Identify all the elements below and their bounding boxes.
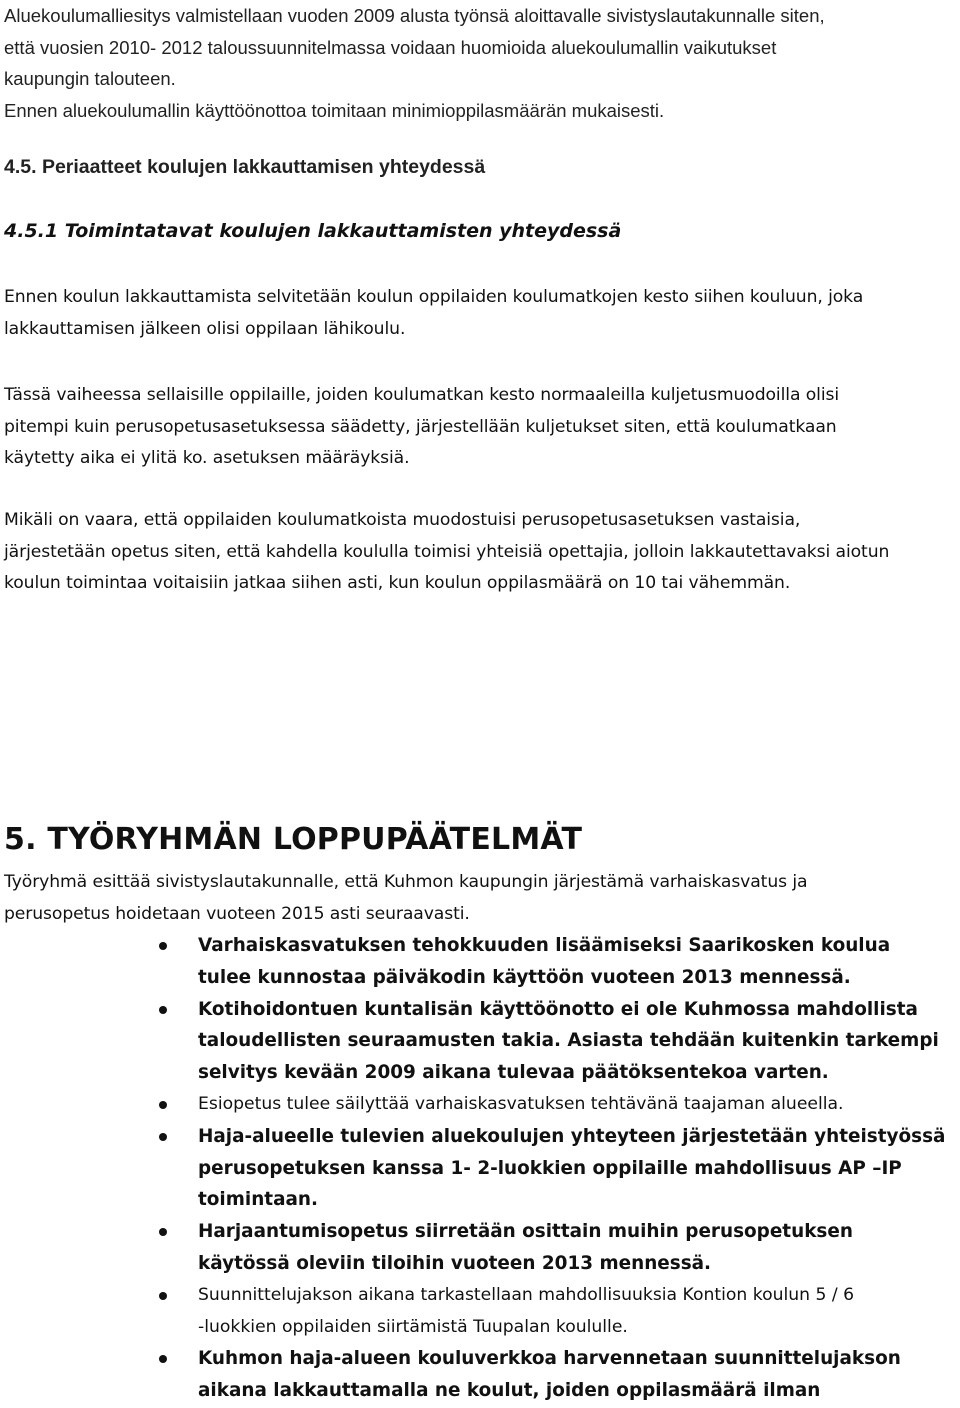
list-item-line: Kotihoidontuen kuntalisän käyttöönotto ei ole Kuhmossa mahdollista: [198, 998, 918, 1020]
bullet-icon: [159, 1006, 167, 1014]
list-item-line: tulee kunnostaa päiväkodin käyttöön vuoteen 2013 mennessä.: [198, 966, 851, 988]
list-item-line: taloudellisten seuraamusten takia. Asiasta tehdään kuitenkin tarkempi: [198, 1030, 939, 1052]
section-heading-5: 5. TYÖRYHMÄN LOPPUPÄÄTELMÄT: [4, 822, 583, 857]
bullet-icon: [159, 1101, 167, 1109]
paragraph-line: Mikäli on vaara, että oppilaiden koulumatkoista muodostuisi perusopetusasetuksen vastaisia,: [4, 510, 801, 530]
intro-text: [4, 0, 956, 126]
list-item-line: Esiopetus tulee säilyttää varhaiskasvatuksen tehtävänä taajaman alueella.: [198, 1093, 844, 1114]
list-item: [0, 994, 960, 1089]
paragraph: [4, 505, 960, 600]
list-item: [0, 1089, 960, 1121]
list-item-line: -luokkien oppilaiden siirtämistä Tuupalan koululle.: [198, 1316, 628, 1337]
paragraph-line: Ennen koulun lakkauttamista selvitetään koulun oppilaiden koulumatkojen kesto siihen kouluun, joka: [4, 287, 864, 307]
list-item-line: selvitys kevään 2009 aikana tulevaa päätöksentekoa varten.: [198, 1062, 829, 1084]
paragraph-line: käytetty aika ei ylitä ko. asetuksen määräyksiä.: [4, 448, 410, 468]
list-item-line: Suunnittelujakson aikana tarkastellaan mahdollisuuksia Kontion koulun 5 / 6: [198, 1284, 855, 1305]
intro-line: kaupungin talouteen.: [4, 68, 176, 89]
list-item-line: toimintaan.: [198, 1189, 318, 1211]
section-heading-4-5: 4.5. Periaatteet koulujen lakkauttamisen yhteydessä: [4, 156, 486, 178]
intro-line: Ennen aluekoulumallin käyttöönottoa toimitaan minimioppilasmäärän mukaisesti.: [4, 99, 665, 121]
list-item-line: Varhaiskasvatuksen tehokkuuden lisäämiseksi Saarikosken koulua: [198, 935, 891, 956]
intro-line: että vuosien 2010- 2012 taloussuunnitelmassa voidaan huomioida aluekoulumallin vaikutukset: [4, 36, 777, 58]
paragraph-line: Työryhmä esittää sivistyslautakunnalle, että Kuhmon kaupungin järjestämä varhaiskasvatus ja: [4, 872, 808, 892]
list-item-line: Haja-alueelle tulevien aluekoulujen yhteyteen järjestetään yhteistyössä: [198, 1125, 946, 1147]
paragraph-line: järjestetään opetus siten, että kahdella koululla toimisi yhteisiä opettajia, jolloin lakkautettavaksi aiotun: [4, 541, 890, 562]
list-item-line: perusopetuksen kanssa 1- 2-luokkien oppilaille mahdollisuus AP –IP: [198, 1157, 902, 1179]
paragraph: [4, 282, 960, 345]
section-heading-4-5-1: 4.5.1 Toimintatavat koulujen lakkauttamisten yhteydessä: [4, 220, 622, 242]
bullet-icon: [159, 942, 167, 950]
list-item-line: Kuhmon haja-alueen kouluverkkoa harvennetaan suunnittelujakson: [198, 1348, 901, 1370]
paragraph: [4, 867, 960, 930]
paragraph-line: koulun toimintaa voitaisiin jatkaa siihen asti, kun koulun oppilasmäärä on 10 tai vähemmän.: [4, 573, 791, 593]
list-item: [0, 1343, 960, 1407]
list-item-line: aikana lakkauttamalla ne koulut, joiden oppilasmäärä ilman: [198, 1380, 821, 1402]
paragraph: [4, 380, 960, 475]
conclusions-list: [0, 930, 960, 1407]
list-item-line: Harjaantumisopetus siirretään osittain muihin perusopetuksen: [198, 1221, 853, 1243]
paragraph-line: Tässä vaiheessa sellaisille oppilaille, joiden koulumatkan kesto normaaleilla kuljetusmuodoilla olisi: [4, 385, 840, 405]
list-item: [0, 1280, 960, 1344]
intro-line: Aluekoulumalliesitys valmistellaan vuoden 2009 alusta työnsä aloittavalle sivistyslautakunnalle siten,: [4, 5, 825, 26]
list-item: [0, 930, 960, 994]
list-item: [0, 1121, 960, 1216]
paragraph-line: lakkauttamisen jälkeen olisi oppilaan lähikoulu.: [4, 318, 406, 339]
list-item-line: käytössä oleviin tiloihin vuoteen 2013 mennessä.: [198, 1252, 712, 1274]
bullet-icon: [159, 1133, 167, 1141]
bullet-icon: [159, 1228, 167, 1236]
paragraph-line: pitempi kuin perusopetusasetuksessa säädetty, järjestellään kuljetukset siten, että koulumatkaan: [4, 416, 837, 437]
list-item: [0, 1216, 960, 1280]
bullet-icon: [159, 1292, 167, 1300]
bullet-icon: [159, 1355, 167, 1363]
paragraph-line: perusopetus hoidetaan vuoteen 2015 asti seuraavasti.: [4, 903, 470, 924]
